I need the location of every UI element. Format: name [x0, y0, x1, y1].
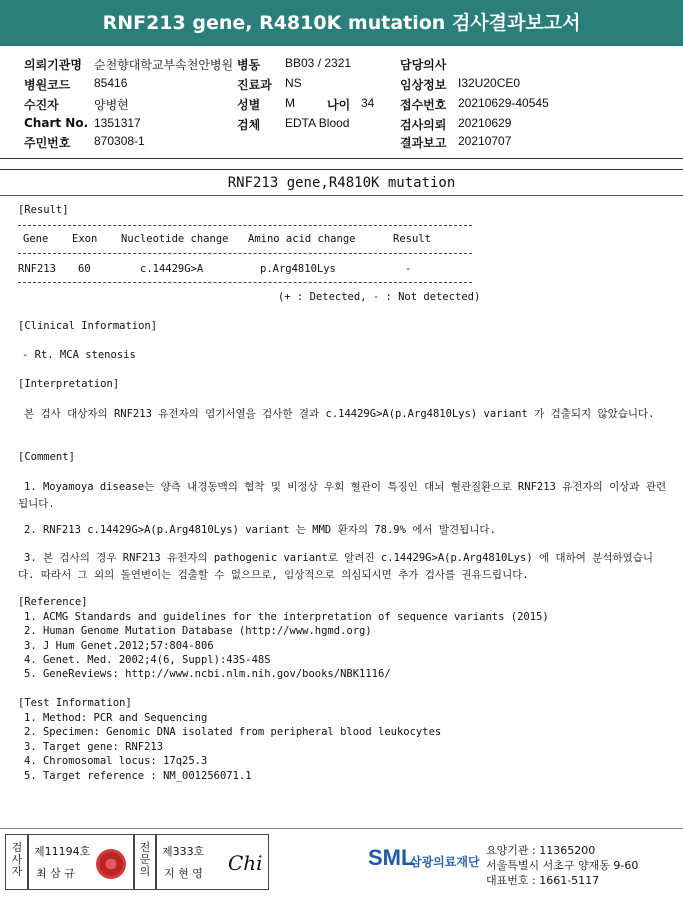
report-footer — [0, 828, 683, 898]
interpretation-heading: [Interpretation] — [18, 378, 120, 390]
tester-label: 검사자 — [11, 841, 23, 878]
label-specimen: 검체 — [237, 118, 261, 132]
value-sex: M — [285, 96, 295, 110]
value-hospital-code: 85416 — [94, 76, 128, 90]
result-heading: [Result] — [18, 204, 69, 216]
table-rule — [18, 282, 472, 283]
cell-gene: RNF213 — [18, 263, 56, 275]
org-address: 서울특별시 서초구 양재동 9-60 — [486, 859, 639, 872]
value-accession-no: 20210629-40545 — [458, 96, 549, 110]
label-department: 진료과 — [237, 78, 272, 92]
result-legend: (+ : Detected, - : Not detected) — [278, 291, 481, 303]
col-header-exon: Exon — [72, 233, 98, 245]
report-banner-title: RNF213 gene, R4810K mutation 검사결과보고서 — [0, 0, 683, 46]
comment-heading: [Comment] — [18, 451, 75, 463]
report-title: RNF213 gene,R4810K mutation — [227, 175, 456, 191]
specialist-name: 지 현 영 — [164, 867, 203, 880]
specialist-label-box — [133, 834, 157, 890]
value-request-date: 20210629 — [458, 116, 512, 130]
col-header-amino-acid: Amino acid change — [248, 233, 356, 245]
reference-item: 3. J Hum Genet.2012;57:804-806 — [24, 640, 214, 652]
value-clinical-info: I32U20CE0 — [458, 76, 521, 90]
tester-name: 최 삼 규 — [36, 867, 75, 880]
label-hospital-code: 병원코드 — [24, 78, 71, 92]
label-patient: 수진자 — [24, 98, 59, 112]
test-info-item: 5. Target reference : NM_001256071.1 — [24, 770, 252, 782]
label-accession-no: 접수번호 — [400, 98, 447, 112]
specialist-label: 전문의 — [139, 841, 151, 878]
org-phone: 대표번호 : 1661-5117 — [486, 874, 600, 887]
reference-item: 4. Genet. Med. 2002;4(6, Suppl):43S-48S — [24, 654, 271, 666]
value-ward: BB03 / 2321 — [285, 56, 352, 70]
table-rule — [18, 253, 472, 254]
specialist-license-no: 제333호 — [162, 845, 205, 858]
comment-item: 2. RNF213 c.14429G>A(p.Arg4810Lys) variant 는 MMD 환자의 78.9% 에서 발견됩니다. — [24, 524, 496, 536]
value-resident-no: 870308-1 — [94, 134, 145, 148]
label-physician: 담당의사 — [400, 58, 447, 72]
comment-item: 3. 본 검사의 경우 RNF213 유전자의 pathogenic variant로 알려진 c.14429G>A(p.Arg4810Lys) 에 대하여 분석하였습니다. 따라서 그 외의 돌연변이는 검출할 수 없으므로, 임상적으로 의심되시면 추가 검사를 권유드립니다. — [18, 552, 654, 581]
label-requesting-institution: 의뢰기관명 — [24, 58, 82, 72]
label-ward: 병동 — [237, 58, 261, 72]
label-resident-no: 주민번호 — [24, 136, 71, 150]
official-seal-icon — [96, 849, 126, 879]
test-info-item: 2. Specimen: Genomic DNA isolated from peripheral blood leukocytes — [24, 726, 442, 738]
table-rule — [18, 225, 472, 226]
value-report-date: 20210707 — [458, 134, 512, 148]
col-header-result: Result — [393, 233, 431, 245]
tester-label-box — [5, 834, 29, 890]
label-clinical-info: 임상정보 — [400, 78, 447, 92]
test-info-item: 3. Target gene: RNF213 — [24, 741, 164, 753]
comment-item: 1. Moyamoya disease는 양측 내경동맥의 협착 및 비정상 우회 혈관이 특징인 대뇌 혈관질환으로 RNF213 유전자의 이상과 관련됩니다. — [18, 481, 667, 510]
sml-logo: SML — [368, 845, 415, 870]
tester-license-no: 제11194호 — [34, 845, 91, 858]
test-info-item: 4. Chromosomal locus: 17q25.3 — [24, 755, 208, 767]
reference-heading: [Reference] — [18, 596, 88, 608]
signature: Chi — [228, 851, 263, 875]
divider — [0, 169, 683, 170]
label-age: 나이 — [327, 98, 351, 112]
cell-nucleotide: c.14429G>A — [140, 263, 204, 275]
tester-box — [27, 834, 135, 890]
value-department: NS — [285, 76, 302, 90]
reference-item: 2. Human Genome Mutation Database (http://www.hgmd.org) — [24, 625, 372, 637]
value-patient: 양병현 — [94, 98, 129, 112]
reference-item: 1. ACMG Standards and guidelines for the interpretation of sequence variants (2015) — [24, 611, 549, 623]
test-info-heading: [Test Information] — [18, 697, 132, 709]
cell-result: - — [405, 263, 412, 275]
value-age: 34 — [361, 96, 375, 110]
divider — [0, 158, 683, 159]
col-header-gene: Gene — [23, 233, 49, 245]
label-report-date: 결과보고 — [400, 136, 447, 150]
specialist-box — [155, 834, 269, 890]
reference-item: 5. GeneReviews: http://www.ncbi.nlm.nih.gov/books/NBK1116/ — [24, 668, 391, 680]
cell-exon: 60 — [78, 263, 91, 275]
col-header-nucleotide: Nucleotide change — [121, 233, 229, 245]
org-code: 요양기관 : 11365200 — [486, 844, 596, 857]
sml-logo-korean: 삼광의료재단 — [410, 855, 480, 869]
label-chart-no: Chart No. — [24, 116, 89, 130]
label-request-date: 검사의뢰 — [400, 118, 447, 132]
value-requesting-institution: 순천향대학교부속천안병원 — [94, 58, 234, 72]
divider — [0, 195, 683, 196]
label-sex: 성별 — [237, 98, 261, 112]
cell-amino-acid: p.Arg4810Lys — [260, 263, 336, 275]
value-specimen: EDTA Blood — [285, 116, 350, 130]
value-chart-no: 1351317 — [94, 116, 141, 130]
test-info-item: 1. Method: PCR and Sequencing — [24, 712, 208, 724]
clinical-heading: [Clinical Information] — [18, 320, 158, 332]
clinical-text: - Rt. MCA stenosis — [22, 349, 136, 361]
interpretation-text: 본 검사 대상자의 RNF213 유전자의 염기서열을 검사한 결과 c.14429G>A(p.Arg4810Lys) variant 가 검출되지 않았습니다. — [24, 408, 655, 420]
patient-header — [0, 52, 683, 152]
